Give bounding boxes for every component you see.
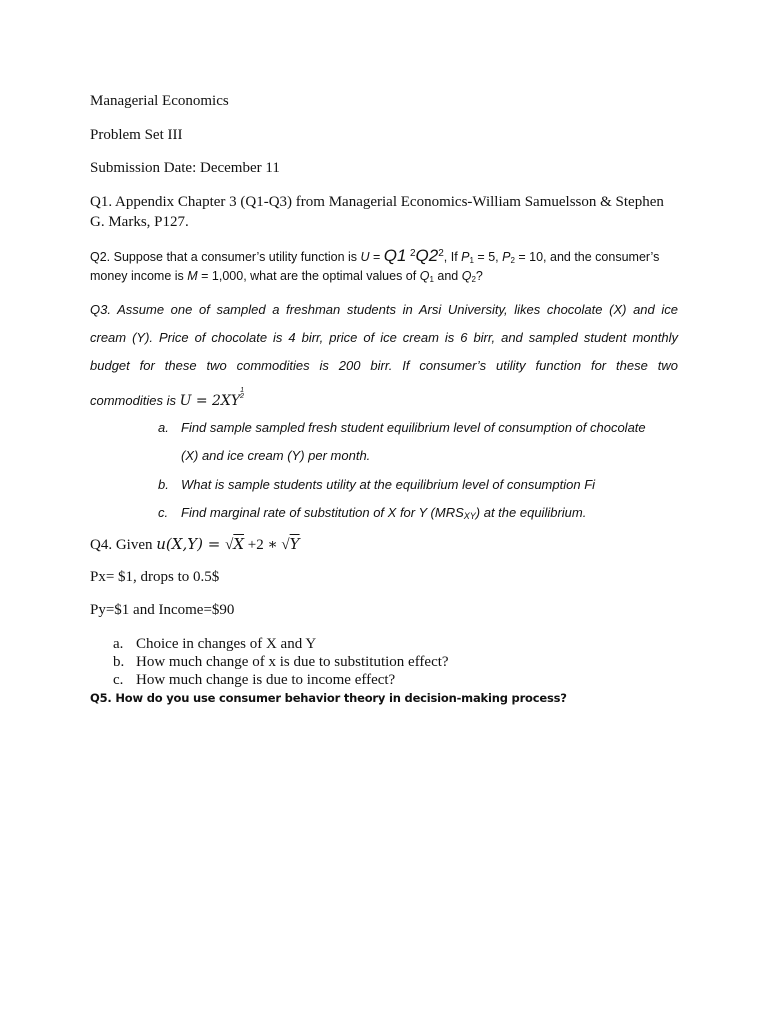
q3-item-b-marker: b. [158,477,169,492]
q3-item-a-line-2: (X) and ice cream (Y) per month. [181,448,371,463]
q4-item-c-text: How much change is due to income effect? [136,672,396,688]
q4-item-a-text: Choice in changes of X and Y [136,636,317,652]
q3-line-1: Q3. Assume one of sampled a freshman students in Arsi University, likes chocolate (X) and ice [90,302,678,317]
q3-item-b-text: What is sample students utility at the equilibrium level of consumption Fi [181,477,596,492]
q5-question: Q5. How do you use consumer behavior theory in decision-making process? [90,691,567,705]
q3-line-2: cream (Y). Price of chocolate is 4 birr, price of ice cream is 6 birr, and sampled student monthly [90,330,678,345]
course-title: Managerial Economics [90,93,229,109]
q4-item-b-marker: b. [113,654,125,670]
q3-exponent-fraction: 1 2 [240,387,245,400]
q4-item-a-marker: a. [113,636,124,652]
q4-item-b-text: How much change of x is due to substitution effect? [136,654,449,670]
q4-utility-function: u(X,Y) = [156,535,226,553]
q4-price-x: Px= $1, drops to 0.5$ [90,569,220,585]
q3-item-c-marker: c. [158,505,169,520]
q4-given: Q4. Given u(X,Y) = √X +2 ∗ √Y [90,535,300,553]
q1-line-2: G. Marks, P127. [90,214,189,230]
q3-item-c-text: Find marginal rate of substitution of X for Y $(MRS_{XY})$ at the equilibrium. [181,505,587,521]
q2-line-2: money income is M = 1,000, what are the optimal values of $Q_1$ and $Q_2$? [90,269,483,284]
problem-set-title: Problem Set III [90,127,183,143]
q4-price-y-income: Py=$1 and Income=$90 [90,602,235,618]
q3-item-a-line-1: Find sample sampled fresh student equilibrium level of consumption of chocolate [181,420,646,435]
q1-line-1: Q1. Appendix Chapter 3 (Q1-Q3) from Managerial Economics-William Samuelsson & Stephen [90,194,664,210]
q3-line-3: budget for these two commodities is 200 birr. If consumer’s utility function for these two [90,358,678,373]
q3-utility-formula: U = 2XY [179,393,241,409]
q3-item-a-marker: a. [158,420,169,435]
submission-date: Submission Date: December 11 [90,160,280,176]
q3-line-4: commodities is U = 2XY1 2 [90,387,245,409]
q4-item-c-marker: c. [113,672,124,688]
q2-line-1: Q2. Suppose that a consumer’s utility function is U = Q1 $^2Q2^2$, If $P_1 = 5$, $P_2 = 10$, and the consumer’s [90,246,660,265]
